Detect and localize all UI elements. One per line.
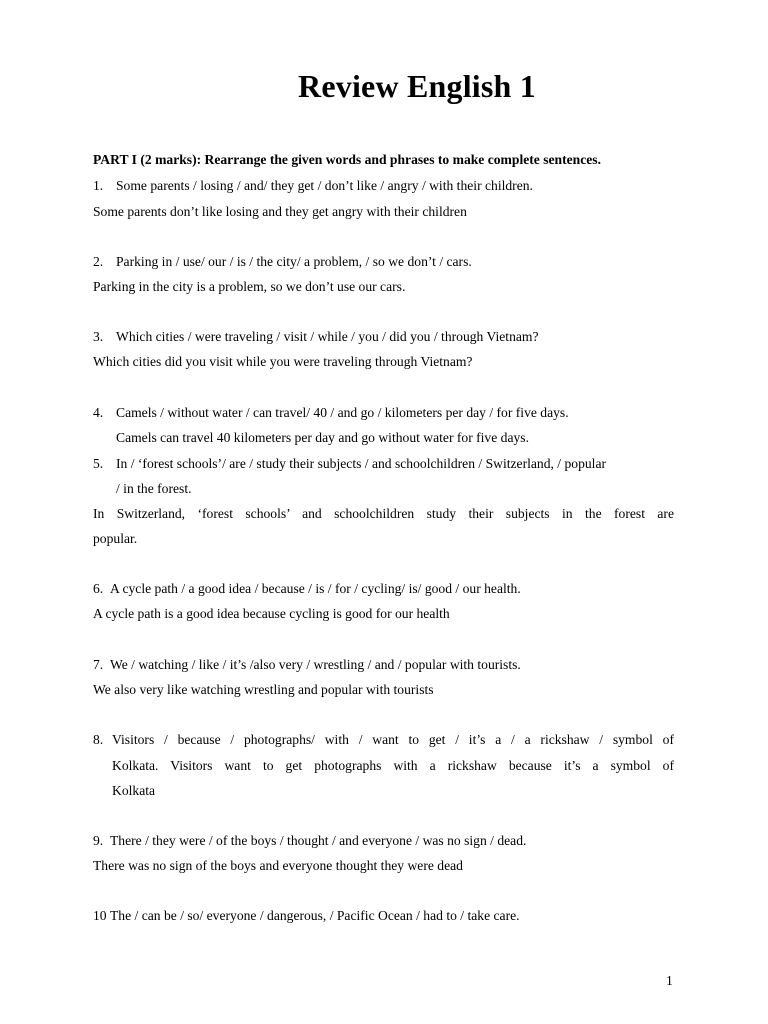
page-title: Review English 1 [298, 68, 536, 104]
item-2-number: 2. [93, 254, 104, 269]
item-8-line1: Visitors / because / photographs/ with / want to get / it’s a / a rickshaw / symbol of [112, 732, 674, 747]
item-8-line2: Kolkata. Visitors want to get photographs with a rickshaw because it’s a symbol of [112, 758, 674, 773]
item-4-prompt-text: Camels / without water / can travel/ 40 / and go / kilometers per day / for five days. [116, 405, 569, 420]
item-6-prompt-text: A cycle path / a good idea / because / is / for / cycling/ is/ good / our health. [110, 581, 521, 596]
item-5-number: 5. [93, 456, 104, 471]
item-2-prompt [93, 253, 472, 271]
item-1-answer: Some parents don’t like losing and they get angry with their children [93, 204, 467, 219]
item-9-prompt-text: There / they were / of the boys / thought / and everyone / was no sign / dead. [110, 833, 527, 848]
item-2-prompt-text: Parking in / use/ our / is / the city/ a problem, / so we don’t / cars. [116, 254, 472, 269]
item-7-answer: We also very like watching wrestling and popular with tourists [93, 682, 434, 697]
item-4-number: 4. [93, 405, 104, 420]
item-3-answer: Which cities did you visit while you were traveling through Vietnam? [93, 354, 473, 369]
item-1-number: 1. [93, 178, 104, 193]
item-3-prompt [93, 328, 539, 346]
item-5-answer-line1: In Switzerland, ‘forest schools’ and schoolchildren study their subjects in the forest are [93, 506, 674, 521]
item-4-prompt [93, 404, 569, 422]
item-9-prompt [93, 832, 526, 850]
page-number: 1 [666, 973, 673, 988]
item-5-prompt-text: In / ‘forest schools’/ are / study their subjects / and schoolchildren / Switzerland, / popular [116, 456, 607, 471]
item-3-prompt-text: Which cities / were traveling / visit / while / you / did you / through Vietnam? [116, 329, 539, 344]
item-4-answer: Camels can travel 40 kilometers per day and go without water for five days. [116, 430, 529, 445]
item-9-number: 9. [93, 833, 104, 848]
item-6-answer: A cycle path is a good idea because cycling is good for our health [93, 606, 450, 621]
item-7-prompt-text: We / watching / like / it’s /also very / wrestling / and / popular with tourists. [110, 657, 521, 672]
item-8-number: 8. [93, 732, 104, 747]
item-6-prompt [93, 580, 521, 598]
item-8-line3: Kolkata [112, 783, 156, 798]
item-3-number: 3. [93, 329, 104, 344]
item-5-prompt-line1 [93, 455, 606, 473]
part1-heading: PART I (2 marks): Rearrange the given words and phrases to make complete sentences. [93, 152, 601, 167]
item-10-number: 10 [93, 908, 107, 923]
item-6-number: 6. [93, 581, 104, 596]
item-5-prompt-line2: / in the forest. [116, 481, 192, 496]
item-1-prompt-text: Some parents / losing / and/ they get / don’t like / angry / with their children. [116, 178, 533, 193]
item-9-answer: There was no sign of the boys and everyone thought they were dead [93, 858, 463, 873]
item-1-prompt [93, 177, 533, 195]
item-5-answer-line2: popular. [93, 531, 138, 546]
item-7-prompt [93, 656, 521, 674]
item-7-number: 7. [93, 657, 104, 672]
item-10-prompt-text: The / can be / so/ everyone / dangerous, / Pacific Ocean / had to / take care. [110, 908, 520, 923]
item-10-prompt [93, 907, 520, 925]
item-2-answer: Parking in the city is a problem, so we don’t use our cars. [93, 279, 406, 294]
